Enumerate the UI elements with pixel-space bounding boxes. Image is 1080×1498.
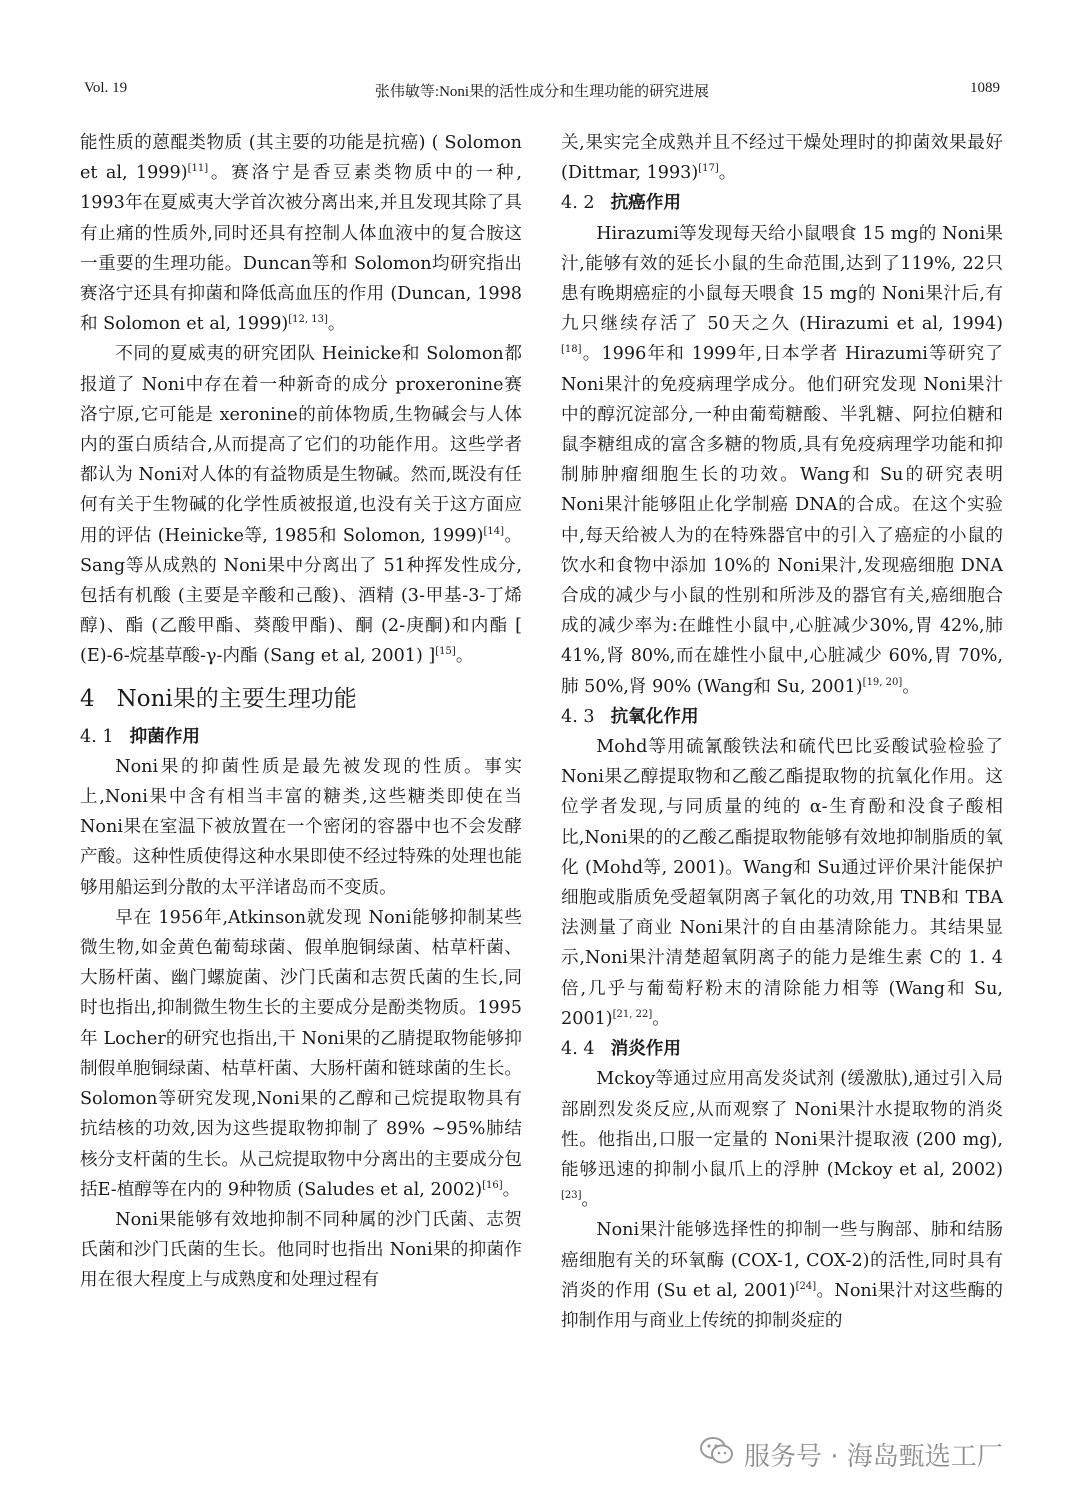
wechat-icon bbox=[700, 1437, 734, 1472]
paragraph: 能性质的蒽醌类物质 (其主要的功能是抗癌) ( Solomon et al, 1999)[11]。赛洛宁是香豆素类物质中的一种, 1993年在夏威夷大学首次被分离出来,并且发现其除了具有止痛的性质外,同时还具有控制人体血液中的复合胺这一重要的生理功能。Duncan等和 Solomon均研究指出赛洛宁还具有抑菌和降低高血压的作用 (Duncan, 1998 和 Solomon et al, 1999)[12, 13]。 bbox=[80, 133, 522, 335]
paragraph: 关,果实完全成熟并且不经过干燥处理时的抑菌效果最好 (Dittmar, 1993)[17]。 bbox=[561, 133, 1003, 184]
citation[interactable]: [21, 22] bbox=[612, 1008, 653, 1020]
citation[interactable]: [18] bbox=[561, 344, 582, 356]
paragraph: Mckoy等通过应用高发炎试剂 (缓激肽),通过引入局部剧烈发炎反应,从而观察了 Noni果汁水提取物的消炎性。他指出,口服一定量的 Noni果汁提取液 (200 mg),能够迅速的抑制小鼠爪上的浮肿 (Mckoy et al, 2002)[23]。 bbox=[561, 1069, 1003, 1211]
paragraph: Mohd等用硫氰酸铁法和硫代巴比妥酸试验检验了 Noni果乙醇提取物和乙酸乙酯提取物的抗氧化作用。这位学者发现,与同质量的纯的 α-生育酚和没食子酸相比,Noni果的的乙酸乙酯提取物能够有效地抑制脂质的氧化 (Mohd等, 2001)。Wang和 Su通过评价果汁能保护细胞或脂质免受超氧阴离子氧化的功效,用 TNB和 TBA法测量了商业 Noni果汁的自由基清除能力。其结果显示,Noni果汁清楚超氧阴离子的能力是维生素 C的 1. 4倍,几乎与葡萄籽粉末的清除能力相等 (Wang和 Su, 2001)[21, 22]。 bbox=[561, 737, 1003, 1029]
paragraph: 不同的夏威夷的研究团队 Heinicke和 Solomon都报道了 Noni中存在着一种新奇的成分 proxeronine赛洛宁原,它可能是 xeronine的前体物质,生物碱会与人体内的蛋白质结合,从而提高了它们的功能作用。这些学者都认为 Noni对人体的有益物质是生物碱。然而,既没有任何有关于生物碱的化学性质被报道,也没有关于这方面应用的评估 (Heinicke等, 1985和 Solomon, 1999)[14]。Sang等从成熟的 Noni果中分离出了 51种挥发性成分,包括有机酸 (主要是辛酸和己酸)、酒精 (3-甲基-3-丁烯醇)、酯 (乙酸甲酯、葵酸甲酯)、酮 (2-庚酮)和内酯 [ (E)-6-烷基草酸-γ-内酯 (Sang et al, 2001) ][15]。 bbox=[80, 344, 522, 667]
paragraph: Noni果能够有效地抑制不同种属的沙门氏菌、志贺氏菌和沙门氏菌的生长。他同时也指出 Noni果的抑菌作用在很大程度上与成熟度和处理过程有 bbox=[80, 1209, 522, 1291]
citation[interactable]: [12, 13] bbox=[288, 314, 328, 326]
subsection-heading: 4. 2 抗癌作用 bbox=[561, 192, 681, 214]
paragraph: Noni果的抑菌性质是最先被发现的性质。事实上,Noni果中含有相当丰富的糖类,这些糖类即使在当 Noni果在室温下被放置在一个密闭的容器中也不会发酵产酸。这种性质使得这种水果即使不经过特殊的处理也能够用船运到分散的太平洋诸岛而不变质。 bbox=[80, 756, 522, 898]
citation[interactable]: [11] bbox=[187, 163, 209, 175]
paragraph: 早在 1956年,Atkinson就发现 Noni能够抑制某些微生物,如金黄色葡萄球菌、假单胞铜绿菌、枯草杆菌、大肠杆菌、幽门螺旋菌、沙门氏菌和志贺氏菌的生长,同时也指出,抑制微生物生长的主要成分是酚类物质。1995年 Locher的研究也指出,干 Noni果的乙腈提取物能够抑制假单胞铜绿菌、枯草杆菌、大肠杆菌和链球菌的生长。Solomon等研究发现,Noni果的乙醇和己烷提取物具有抗结核的功效,因为这些提取物抑制了 89% ~95%肺结核分支杆菌的生长。从己烷提取物中分离出的主要成分包括E-植醇等在内的 9种物质 (Saludes et al, 2002)[16]。 bbox=[80, 907, 522, 1200]
running-title: 张伟敏等:Noni果的活性成分和生理功能的研究进展 bbox=[374, 84, 710, 100]
citation[interactable]: [19, 20] bbox=[862, 676, 903, 688]
watermark-text: 服务号 · 海岛甄选工厂 bbox=[744, 1442, 1003, 1472]
subsection-heading: 4. 3 抗氧化作用 bbox=[561, 705, 699, 727]
running-header bbox=[84, 80, 1000, 104]
citation[interactable]: [24] bbox=[795, 1280, 817, 1292]
paragraph: Noni果汁能够选择性的抑制一些与胸部、肺和结肠癌细胞有关的环氧酶 (COX-1, COX-2)的活性,同时具有消炎的作用 (Su et al, 2001)[24]。Noni果汁对这些酶的抑制作用与商业上传统的抑制炎症的 bbox=[561, 1220, 1003, 1331]
paragraph: Hirazumi等发现每天给小鼠喂食 15 mg的 Noni果汁,能够有效的延长小鼠的生命范围,达到了119%, 22只患有晚期癌症的小鼠每天喂食 15 mg的 Noni果汁后,有九只继续存活了 50天之久 (Hirazumi et al, 1994)[18]。1996年和 1999年,日本学者 Hirazumi等研究了 Noni果汁的免疫病理学成分。他们研究发现 Noni果汁中的醇沉淀部分,一种由葡萄糖酸、半乳糖、阿拉伯糖和鼠李糖组成的富含多糖的物质,具有免疫病理学功能和抑制肺肿瘤细胞生长的功效。Wang和 Su的研究表明 Noni果汁能够阻止化学制癌 DNA的合成。在这个实验中,每天给被人为的在特殊器官中的引入了癌症的小鼠的饮水和食物中添加 10%的 Noni果汁,发现癌细胞 DNA合成的减少与小鼠的性别和所涉及的器官有关,癌细胞合成的减少率为:在雌性小鼠中,心脏减少30%,胃 42%,肺 41%,肾 80%,而在雄性小鼠中,心脏减少 60%,胃 70%,肺 50%,肾 90% (Wang和 Su, 2001)[19, 20]。 bbox=[561, 223, 1003, 697]
citation[interactable]: [17] bbox=[698, 163, 719, 175]
citation[interactable]: [23] bbox=[561, 1190, 582, 1202]
citation[interactable]: [15] bbox=[435, 646, 456, 658]
section-heading: 4 Noni果的主要生理功能 bbox=[80, 685, 357, 712]
subsection-heading: 4. 1 抑菌作用 bbox=[80, 725, 200, 747]
page-number: 1089 bbox=[970, 80, 1000, 96]
subsection-heading: 4. 4 消炎作用 bbox=[561, 1038, 681, 1060]
citation[interactable]: [16] bbox=[482, 1179, 503, 1191]
citation[interactable]: [14] bbox=[483, 525, 505, 537]
right-column bbox=[561, 128, 1003, 1336]
watermark bbox=[700, 1436, 1060, 1476]
volume-label: Vol. 19 bbox=[84, 80, 128, 96]
left-column bbox=[80, 128, 522, 1296]
